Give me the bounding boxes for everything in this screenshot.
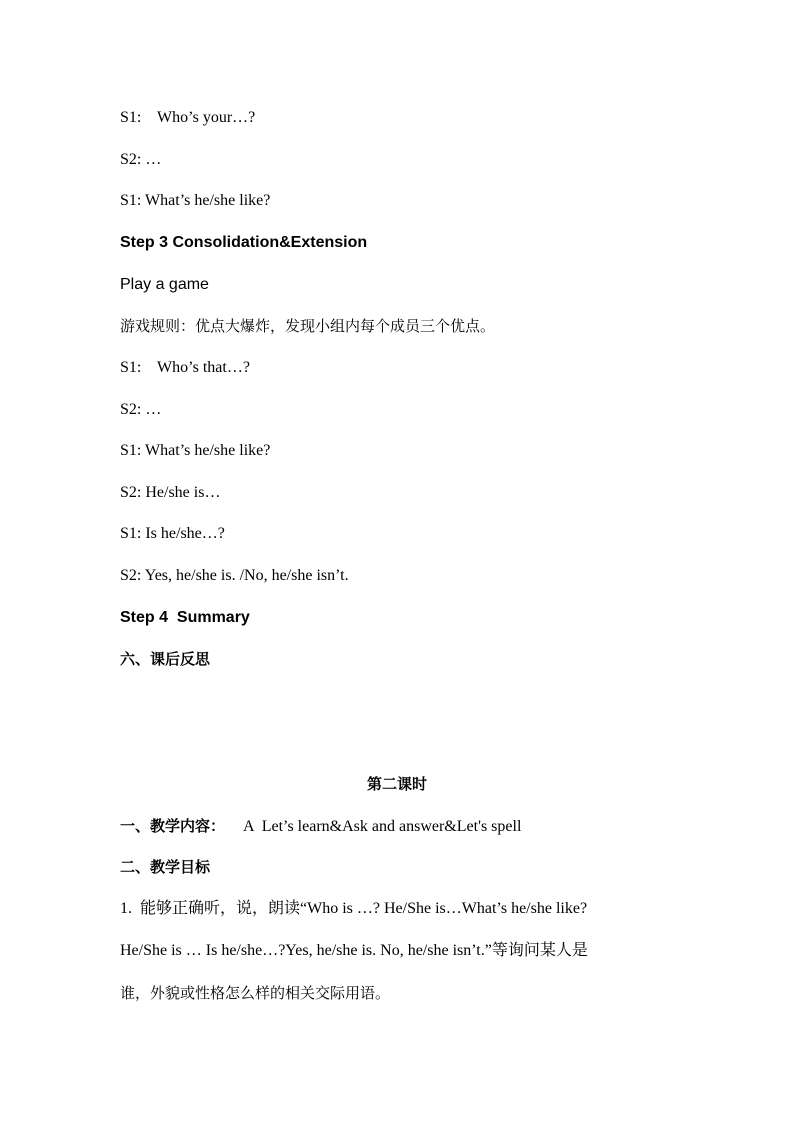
teaching-goals-heading: 二、教学目标 bbox=[120, 858, 211, 876]
step3-heading: Step 3 Consolidation&Extension bbox=[120, 234, 368, 251]
dialogue-line: S2: … bbox=[120, 401, 162, 418]
goal-line: 1. 能够正确听，说，朗读“Who is …? He/She is…What’s he/she like? bbox=[120, 900, 588, 917]
dialogue-line: S2: … bbox=[120, 151, 162, 168]
dialogue-line: S1: Who’s that…? bbox=[120, 359, 250, 376]
lesson2-title: 第二课时 bbox=[366, 775, 427, 793]
teaching-content-row bbox=[120, 816, 521, 837]
dialogue-line: S2: He/she is… bbox=[120, 484, 221, 501]
dialogue-line: S2: Yes, he/she is. /No, he/she isn’t. bbox=[120, 567, 349, 584]
dialogue-line: S1: What’s he/she like? bbox=[120, 442, 271, 459]
step4-heading: Step 4 Summary bbox=[120, 609, 250, 626]
goal-line: 谁，外貌或性格怎么样的相关交际用语。 bbox=[120, 984, 391, 1002]
teaching-content-label: 一、教学内容： bbox=[120, 817, 226, 835]
game-rules-text: 游戏规则：优点大爆炸，发现小组内每个成员三个优点。 bbox=[120, 317, 496, 335]
dialogue-line: S1: Is he/she…? bbox=[120, 525, 225, 542]
reflection-heading: 六、课后反思 bbox=[120, 650, 211, 668]
teaching-content-text: A Let’s learn&Ask and answer&Let's spell bbox=[243, 818, 522, 835]
dialogue-line: S1: What’s he/she like? bbox=[120, 192, 271, 209]
goal-line: He/She is … Is he/she…?Yes, he/she is. No, he/she isn’t.”等询问某人是 bbox=[120, 942, 588, 959]
dialogue-line: S1: Who’s your…? bbox=[120, 109, 256, 126]
play-game-text: Play a game bbox=[120, 276, 209, 293]
